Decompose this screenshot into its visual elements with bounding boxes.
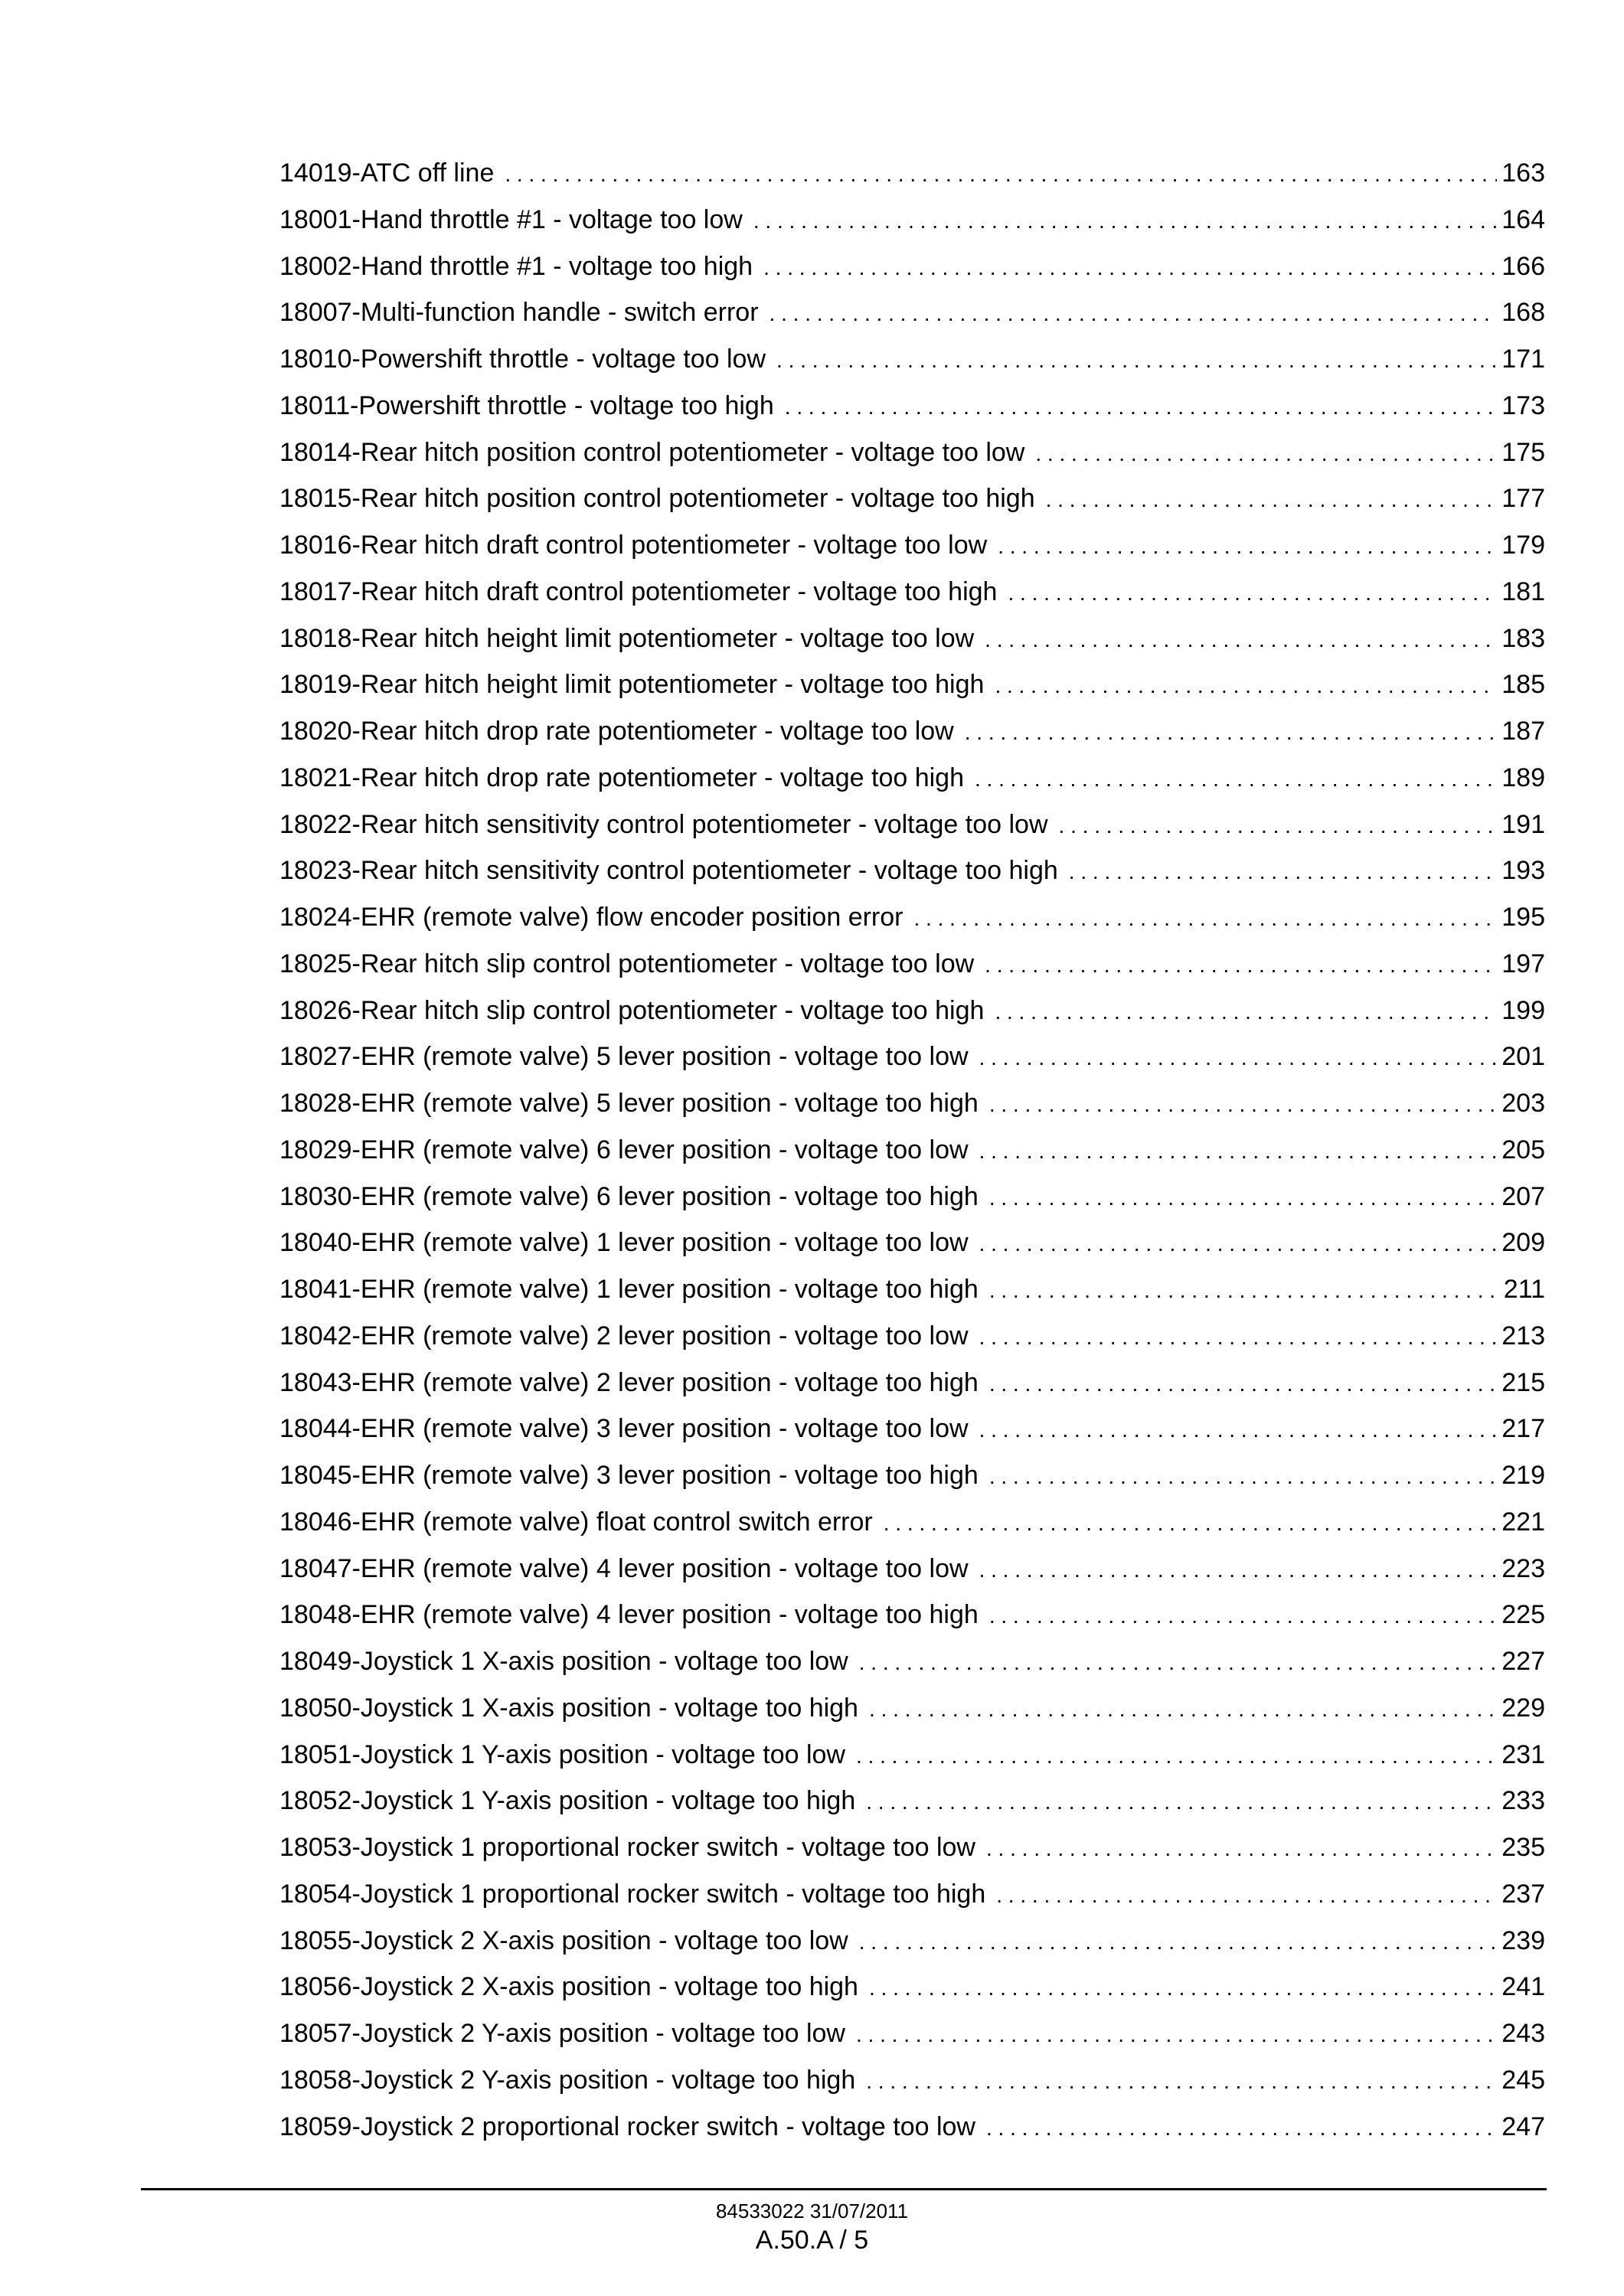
toc-entry-title: 18024-EHR (remote valve) flow encoder position error bbox=[279, 903, 903, 932]
toc-entry[interactable] bbox=[279, 475, 1545, 522]
toc-dot-leader bbox=[996, 1873, 1497, 1918]
toc-entry[interactable] bbox=[279, 1918, 1545, 1965]
toc-entry-page-number: 235 bbox=[1501, 1833, 1545, 1862]
toc-entry[interactable] bbox=[279, 1174, 1545, 1220]
toc-entry-title: 18018-Rear hitch height limit potentiometer - voltage too low bbox=[279, 623, 975, 653]
toc-entry[interactable] bbox=[279, 336, 1545, 383]
toc-entry-page-number: 211 bbox=[1503, 1275, 1545, 1304]
toc-dot-leader bbox=[913, 896, 1497, 941]
toc-entry-title: 18027-EHR (remote valve) 5 lever position - voltage too low bbox=[279, 1042, 969, 1072]
toc-entry[interactable] bbox=[279, 2104, 1545, 2151]
toc-entry[interactable] bbox=[279, 1964, 1545, 2010]
toc-entry-page-number: 197 bbox=[1501, 949, 1545, 978]
toc-entry-title: 18014-Rear hitch position control potentiometer - voltage too low bbox=[279, 437, 1025, 467]
toc-entry-page-number: 177 bbox=[1501, 484, 1545, 514]
toc-entry-title: 18052-Joystick 1 Y-axis position - voltage too high bbox=[279, 1786, 856, 1816]
toc-entry-title: 18044-EHR (remote valve) 3 lever position - voltage too low bbox=[279, 1414, 969, 1444]
toc-dot-leader bbox=[770, 291, 1498, 336]
toc-entry-title: 18042-EHR (remote valve) 2 lever position - voltage too low bbox=[279, 1321, 969, 1350]
toc-entry-page-number: 207 bbox=[1501, 1181, 1545, 1211]
toc-entry[interactable] bbox=[279, 616, 1545, 662]
toc-entry-title: 18040-EHR (remote valve) 1 lever position - voltage too low bbox=[279, 1228, 969, 1258]
toc-entry-title: 18020-Rear hitch drop rate potentiometer - voltage too low bbox=[279, 717, 954, 746]
footer-divider bbox=[141, 2188, 1547, 2190]
toc-entry[interactable] bbox=[279, 1499, 1545, 1546]
toc-entry-title: 18043-EHR (remote valve) 2 lever position - voltage too high bbox=[279, 1367, 979, 1397]
toc-dot-leader bbox=[985, 617, 1497, 662]
toc-entry[interactable] bbox=[279, 243, 1545, 290]
toc-entry[interactable] bbox=[279, 802, 1545, 848]
toc-dot-leader bbox=[989, 1361, 1497, 1406]
toc-dot-leader bbox=[995, 663, 1497, 708]
toc-entry-page-number: 171 bbox=[1501, 345, 1545, 374]
toc-entry-title: 18019-Rear hitch height limit potentiometer - voltage too high bbox=[279, 670, 985, 700]
toc-dot-leader bbox=[505, 152, 1497, 197]
toc-entry-title: 18023-Rear hitch sensitivity control potentiometer - voltage too high bbox=[279, 856, 1058, 886]
toc-dot-leader bbox=[979, 1221, 1498, 1266]
toc-dot-leader bbox=[884, 1501, 1498, 1546]
toc-entry[interactable] bbox=[279, 383, 1545, 429]
toc-dot-leader bbox=[1035, 431, 1497, 476]
toc-entry-page-number: 203 bbox=[1501, 1089, 1545, 1118]
toc-entry-title: 18058-Joystick 2 Y-axis position - voltage too high bbox=[279, 2065, 856, 2095]
toc-dot-leader bbox=[785, 384, 1498, 429]
toc-entry[interactable] bbox=[279, 1638, 1545, 1685]
toc-entry[interactable] bbox=[279, 755, 1545, 802]
toc-entry-title: 18026-Rear hitch slip control potentiometer - voltage too high bbox=[279, 995, 985, 1025]
toc-entry[interactable] bbox=[279, 2010, 1545, 2057]
toc-entry[interactable] bbox=[279, 1080, 1545, 1127]
toc-entry-page-number: 175 bbox=[1501, 437, 1545, 467]
toc-dot-leader bbox=[866, 1779, 1497, 1824]
toc-entry[interactable] bbox=[279, 1824, 1545, 1871]
toc-entry-page-number: 183 bbox=[1501, 623, 1545, 653]
toc-dot-leader bbox=[995, 989, 1497, 1034]
toc-dot-leader bbox=[776, 338, 1497, 383]
toc-entry[interactable] bbox=[279, 941, 1545, 988]
toc-entry[interactable] bbox=[279, 894, 1545, 941]
toc-dot-leader bbox=[979, 1407, 1498, 1452]
toc-entry-page-number: 219 bbox=[1501, 1461, 1545, 1490]
toc-entry-page-number: 168 bbox=[1501, 298, 1545, 328]
toc-entry[interactable] bbox=[279, 988, 1545, 1034]
toc-entry-page-number: 243 bbox=[1501, 2019, 1545, 2048]
toc-entry-title: 18056-Joystick 2 X-axis position - voltage too high bbox=[279, 1972, 858, 2002]
toc-dot-leader bbox=[986, 2105, 1497, 2151]
toc-dot-leader bbox=[989, 1175, 1497, 1220]
toc-dot-leader bbox=[763, 245, 1497, 290]
toc-entry-title: 18016-Rear hitch draft control potentiometer - voltage too low bbox=[279, 531, 988, 560]
toc-entry[interactable] bbox=[279, 1034, 1545, 1080]
toc-entry-title: 18059-Joystick 2 proportional rocker switch - voltage too low bbox=[279, 2111, 975, 2141]
toc-dot-leader bbox=[979, 1315, 1498, 1360]
toc-entry-title: 18015-Rear hitch position control potentiometer - voltage too high bbox=[279, 484, 1035, 514]
toc-dot-leader bbox=[856, 2012, 1497, 2057]
toc-entry-title: 18048-EHR (remote valve) 4 lever position - voltage too high bbox=[279, 1600, 979, 1630]
toc-entry[interactable] bbox=[279, 569, 1545, 616]
toc-entry-page-number: 181 bbox=[1501, 576, 1545, 606]
toc-entry[interactable] bbox=[279, 1732, 1545, 1778]
toc-entry[interactable] bbox=[279, 197, 1545, 243]
toc-dot-leader bbox=[1069, 849, 1497, 894]
toc-dot-leader bbox=[989, 1082, 1497, 1127]
toc-entry-page-number: 225 bbox=[1501, 1600, 1545, 1630]
toc-entry-page-number: 229 bbox=[1501, 1693, 1545, 1723]
toc-entry-title: 18010-Powershift throttle - voltage too low bbox=[279, 345, 766, 374]
toc-entry-page-number: 227 bbox=[1501, 1647, 1545, 1676]
toc-entry[interactable] bbox=[279, 522, 1545, 569]
toc-entry-page-number: 217 bbox=[1501, 1414, 1545, 1444]
toc-dot-leader bbox=[1059, 803, 1498, 848]
toc-entry[interactable] bbox=[279, 289, 1545, 336]
toc-entry-title: 18045-EHR (remote valve) 3 lever position - voltage too high bbox=[279, 1461, 979, 1490]
toc-dot-leader bbox=[989, 1268, 1499, 1313]
toc-entry[interactable] bbox=[279, 1871, 1545, 1918]
toc-entry-title: 18053-Joystick 1 proportional rocker switch - voltage too low bbox=[279, 1833, 975, 1862]
footer-page-number: A.50.A / 5 bbox=[755, 2226, 869, 2255]
toc-entry-page-number: 245 bbox=[1501, 2065, 1545, 2095]
toc-dot-leader bbox=[753, 198, 1497, 243]
toc-entry-page-number: 221 bbox=[1501, 1507, 1545, 1537]
toc-entry-page-number: 233 bbox=[1501, 1786, 1545, 1816]
toc-entry-page-number: 179 bbox=[1501, 531, 1545, 560]
toc-entry-title: 18054-Joystick 1 proportional rocker switch - voltage too high bbox=[279, 1879, 986, 1909]
toc-dot-leader bbox=[1046, 477, 1498, 522]
toc-entry-title: 18050-Joystick 1 X-axis position - voltage too high bbox=[279, 1693, 858, 1723]
toc-dot-leader bbox=[869, 1965, 1497, 2010]
toc-entry-title: 18051-Joystick 1 Y-axis position - voltage too low bbox=[279, 1739, 845, 1769]
toc-entry-page-number: 247 bbox=[1501, 2111, 1545, 2141]
toc-dot-leader bbox=[979, 1035, 1498, 1080]
toc-entry[interactable] bbox=[279, 2057, 1545, 2104]
toc-dot-leader bbox=[965, 710, 1498, 755]
toc-entry-title: 18057-Joystick 2 Y-axis position - voltage too low bbox=[279, 2019, 845, 2048]
toc-entry[interactable] bbox=[279, 661, 1545, 708]
toc-entry[interactable] bbox=[279, 1546, 1545, 1592]
toc-entry[interactable] bbox=[279, 1220, 1545, 1266]
toc-entry-title: 18025-Rear hitch slip control potentiometer - voltage too low bbox=[279, 949, 975, 978]
toc-entry-page-number: 191 bbox=[1501, 809, 1545, 839]
toc-dot-leader bbox=[998, 524, 1497, 569]
toc-entry-title: 18017-Rear hitch draft control potentiometer - voltage too high bbox=[279, 576, 998, 606]
toc-dot-leader bbox=[989, 1593, 1497, 1638]
toc-entry[interactable] bbox=[279, 1406, 1545, 1452]
toc-entry[interactable] bbox=[279, 1360, 1545, 1406]
toc-entry-title: 18028-EHR (remote valve) 5 lever position - voltage too high bbox=[279, 1089, 979, 1118]
toc-entry-title: 18041-EHR (remote valve) 1 lever position - voltage too high bbox=[279, 1275, 979, 1304]
footer-document-reference: 84533022 31/07/2011 bbox=[715, 2200, 909, 2223]
toc-entry-page-number: 201 bbox=[1501, 1042, 1545, 1072]
toc-dot-leader bbox=[986, 1826, 1497, 1871]
toc-entry-page-number: 223 bbox=[1501, 1553, 1545, 1583]
toc-entry-page-number: 205 bbox=[1501, 1135, 1545, 1164]
toc-entry-title: 18030-EHR (remote valve) 6 lever position - voltage too high bbox=[279, 1181, 979, 1211]
toc-entry[interactable] bbox=[279, 848, 1545, 894]
toc-entry-page-number: 231 bbox=[1501, 1739, 1545, 1769]
toc-entry-title: 18046-EHR (remote valve) float control switch error bbox=[279, 1507, 873, 1537]
toc-dot-leader bbox=[989, 1454, 1497, 1499]
toc-dot-leader bbox=[856, 1733, 1497, 1778]
toc-entry-title: 18007-Multi-function handle - switch error bbox=[279, 298, 759, 328]
toc-entry[interactable] bbox=[279, 1266, 1545, 1313]
toc-dot-leader bbox=[979, 1547, 1498, 1592]
toc-dot-leader bbox=[859, 1640, 1498, 1685]
toc-entry-page-number: 185 bbox=[1501, 670, 1545, 700]
toc-entry-title: 14019-ATC off line bbox=[279, 158, 495, 188]
toc-entry-title: 18049-Joystick 1 X-axis position - voltage too low bbox=[279, 1647, 848, 1676]
toc-entry-title: 18055-Joystick 2 X-axis position - voltage too low bbox=[279, 1925, 848, 1955]
toc-entry-title: 18002-Hand throttle #1 - voltage too high bbox=[279, 251, 753, 281]
toc-entry-page-number: 199 bbox=[1501, 995, 1545, 1025]
toc-entry[interactable] bbox=[279, 1592, 1545, 1638]
toc-entry-page-number: 195 bbox=[1501, 903, 1545, 932]
toc-dot-leader bbox=[979, 1128, 1498, 1174]
toc-entry-page-number: 215 bbox=[1501, 1367, 1545, 1397]
toc-entry[interactable] bbox=[279, 1313, 1545, 1360]
toc-dot-leader bbox=[985, 942, 1497, 988]
toc-entry-page-number: 164 bbox=[1501, 204, 1545, 234]
toc-entry-page-number: 239 bbox=[1501, 1925, 1545, 1955]
toc-entry-page-number: 187 bbox=[1501, 717, 1545, 746]
toc-entry-page-number: 209 bbox=[1501, 1228, 1545, 1258]
toc-entry-page-number: 193 bbox=[1501, 856, 1545, 886]
toc-entry[interactable] bbox=[279, 1685, 1545, 1732]
toc-entry-title: 18011-Powershift throttle - voltage too high bbox=[279, 390, 774, 420]
toc-entry-title: 18021-Rear hitch drop rate potentiometer - voltage too high bbox=[279, 763, 964, 792]
toc-dot-leader bbox=[866, 2059, 1497, 2104]
toc-entry[interactable] bbox=[279, 429, 1545, 476]
toc-entry-page-number: 213 bbox=[1501, 1321, 1545, 1350]
toc-dot-leader bbox=[1008, 570, 1497, 616]
toc-entry-page-number: 166 bbox=[1501, 251, 1545, 281]
toc-entry-title: 18001-Hand throttle #1 - voltage too low bbox=[279, 204, 743, 234]
toc-entry-title: 18029-EHR (remote valve) 6 lever position - voltage too low bbox=[279, 1135, 969, 1164]
toc-entry[interactable] bbox=[279, 150, 1545, 197]
toc-entry-page-number: 173 bbox=[1501, 390, 1545, 420]
table-of-contents bbox=[279, 150, 1545, 2150]
toc-entry-page-number: 237 bbox=[1501, 1879, 1545, 1909]
toc-entry[interactable] bbox=[279, 708, 1545, 755]
toc-entry-title: 18047-EHR (remote valve) 4 lever position - voltage too low bbox=[279, 1553, 969, 1583]
toc-entry-page-number: 189 bbox=[1501, 763, 1545, 792]
toc-entry[interactable] bbox=[279, 1452, 1545, 1499]
toc-entry[interactable] bbox=[279, 1127, 1545, 1174]
toc-entry-page-number: 163 bbox=[1501, 158, 1545, 188]
toc-dot-leader bbox=[975, 756, 1497, 802]
toc-dot-leader bbox=[859, 1919, 1498, 1965]
toc-entry[interactable] bbox=[279, 1778, 1545, 1824]
toc-dot-leader bbox=[869, 1687, 1497, 1732]
toc-entry-page-number: 241 bbox=[1501, 1972, 1545, 2002]
toc-entry-title: 18022-Rear hitch sensitivity control potentiometer - voltage too low bbox=[279, 809, 1048, 839]
